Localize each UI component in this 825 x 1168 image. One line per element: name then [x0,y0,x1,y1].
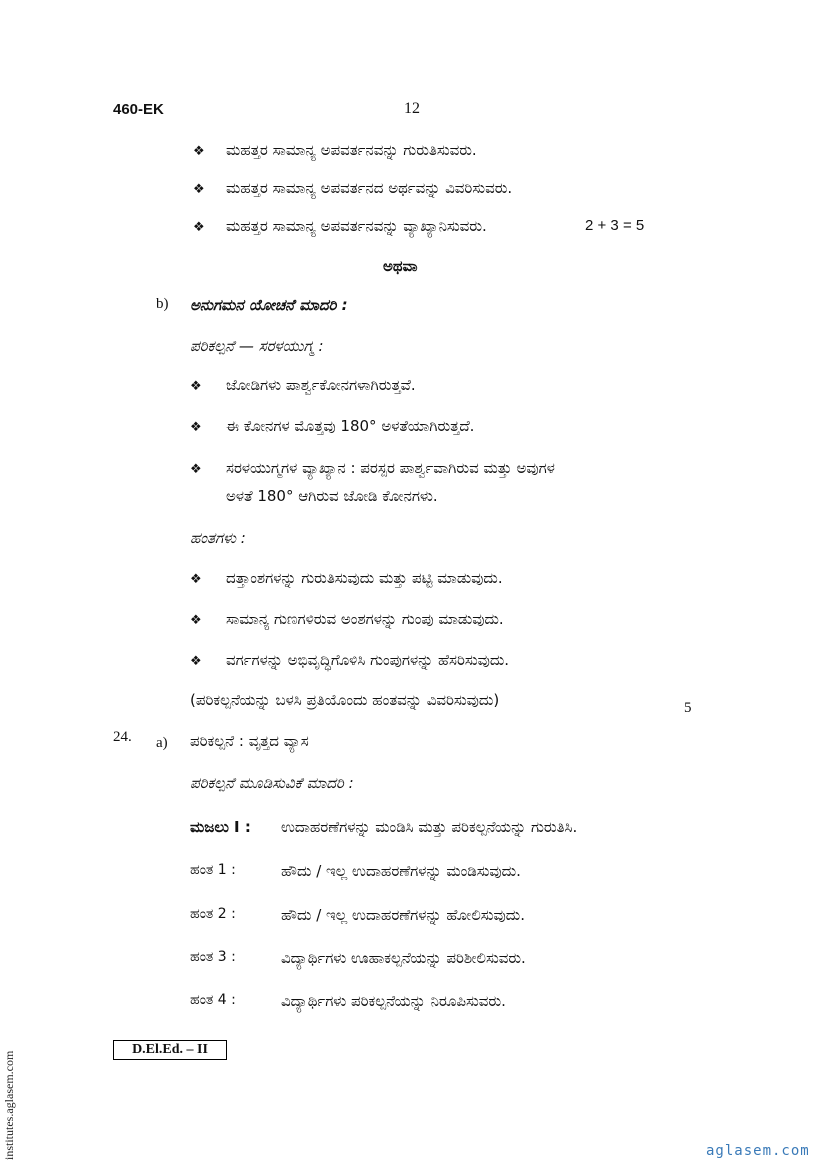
step-text: ಹೌದು / ಇಲ್ಲ ಉದಾಹರಣೆಗಳನ್ನು ಹೋಲಿಸುವುದು. [281,906,525,924]
bullet-icon: ❖ [190,654,202,669]
hypothesis-heading: ಪರಿಕಲ್ಪನೆ — ಸರಳಯುಗ್ಮ : [190,337,324,355]
step-text: ವಿದ್ಯಾರ್ಥಿಗಳು ಊಹಾಕಲ್ಪನೆಯನ್ನು ಪರಿಶೀಲಿಸುವರು. [281,949,526,967]
paper-code: 460-EK [113,101,164,118]
bullet-icon: ❖ [190,613,202,628]
watermark: aglasem.com [706,1143,810,1159]
steps-heading: ಹಂತಗಳು : [190,529,246,547]
step-text: ಹೌದು / ಇಲ್ಲ ಉದಾಹರಣೆಗಳನ್ನು ಮಂಡಿಸುವುದು. [281,862,521,880]
list-item: ಮಹತ್ತರ ಸಾಮಾನ್ಯ ಅಪವರ್ತನವನ್ನು ವ್ಯಾಖ್ಯಾನಿಸುವರು. [226,217,487,235]
step-label: ಹಂತ 1 : [190,862,236,878]
stage-label: ಮಜಲು I : [190,818,251,836]
side-watermark: institutes.aglasem.com [2,1050,16,1160]
stage-text: ಉದಾಹರಣೆಗಳನ್ನು ಮಂಡಿಸಿ ಮತ್ತು ಪರಿಕಲ್ಪನೆಯನ್ನು ಗುರುತಿಸಿ. [281,818,578,836]
step-text: ವಿದ್ಯಾರ್ಥಿಗಳು ಪರಿಕಲ್ಪನೆಯನ್ನು ನಿರೂಪಿಸುವರು. [281,992,506,1010]
part-b-title: ಅನುಗಮನ ಯೋಚನೆ ಮಾದರಿ : [190,296,348,314]
question-number: 24. [113,729,132,745]
list-item: ವರ್ಗಗಳನ್ನು ಅಭಿವೃದ್ಧಿಗೊಳಿಸಿ ಗುಂಪುಗಳನ್ನು ಹೆಸರಿಸುವುದು. [226,651,510,669]
or-label: ಅಥವಾ [383,257,418,275]
step-label: ಹಂತ 2 : [190,906,236,922]
list-item: ಮಹತ್ತರ ಸಾಮಾನ್ಯ ಅಪವರ್ತನದ ಅರ್ಥವನ್ನು ವಿವರಿಸುವರು. [226,179,513,197]
marks-b: 5 [684,700,692,716]
list-item: ಜೋಡಿಗಳು ಪಾರ್ಶ್ವಕೋನಗಳಾಗಿರುತ್ತವೆ. [226,376,416,394]
bullet-icon: ❖ [190,572,202,587]
bullet-icon: ❖ [190,462,202,477]
list-item-continuation: ಅಳತೆ 180° ಆಗಿರುವ ಜೋಡಿ ಕೋನಗಳು. [226,487,438,505]
part-a-label: a) [156,735,168,751]
bullet-icon: ❖ [193,144,205,159]
part-b-label: b) [156,296,169,312]
page-number: 12 [404,100,420,117]
instruction-note: (ಪರಿಕಲ್ಪನೆಯನ್ನು ಬಳಸಿ ಪ್ರತಿಯೊಂದು ಹಂತವನ್ನು ವಿವರಿಸುವುದು) [190,691,500,709]
bullet-icon: ❖ [190,420,202,435]
course-label: D.El.Ed. – II [113,1040,227,1060]
model-heading: ಪರಿಕಲ್ಪನೆ ಮೂಡಿಸುವಿಕೆ ಮಾದರಿ : [190,774,354,792]
step-label: ಹಂತ 3 : [190,949,236,965]
list-item: ಸಾಮಾನ್ಯ ಗುಣಗಳಿರುವ ಅಂಶಗಳನ್ನು ಗುಂಪು ಮಾಡುವುದು. [226,610,504,628]
bullet-icon: ❖ [190,379,202,394]
list-item: ಸರಳಯುಗ್ಮಗಳ ವ್ಯಾಖ್ಯಾನ : ಪರಸ್ಪರ ಪಾರ್ಶ್ವವಾಗಿರುವ ಮತ್ತು ಅವುಗಳ [226,459,555,477]
list-item: ಮಹತ್ತರ ಸಾಮಾನ್ಯ ಅಪವರ್ತನವನ್ನು ಗುರುತಿಸುವರು. [226,141,477,159]
list-item: ದತ್ತಾಂಶಗಳನ್ನು ಗುರುತಿಸುವುದು ಮತ್ತು ಪಟ್ಟಿ ಮಾಡುವುದು. [226,569,503,587]
marks-a: 2 + 3 = 5 [585,217,645,234]
step-label: ಹಂತ 4 : [190,992,236,1008]
concept-line: ಪರಿಕಲ್ಪನೆ : ವೃತ್ತದ ವ್ಯಾಸ [190,732,309,750]
list-item: ಈ ಕೋನಗಳ ಮೊತ್ತವು 180° ಅಳತೆಯಾಗಿರುತ್ತದೆ. [226,417,475,435]
bullet-icon: ❖ [193,182,205,197]
bullet-icon: ❖ [193,220,205,235]
